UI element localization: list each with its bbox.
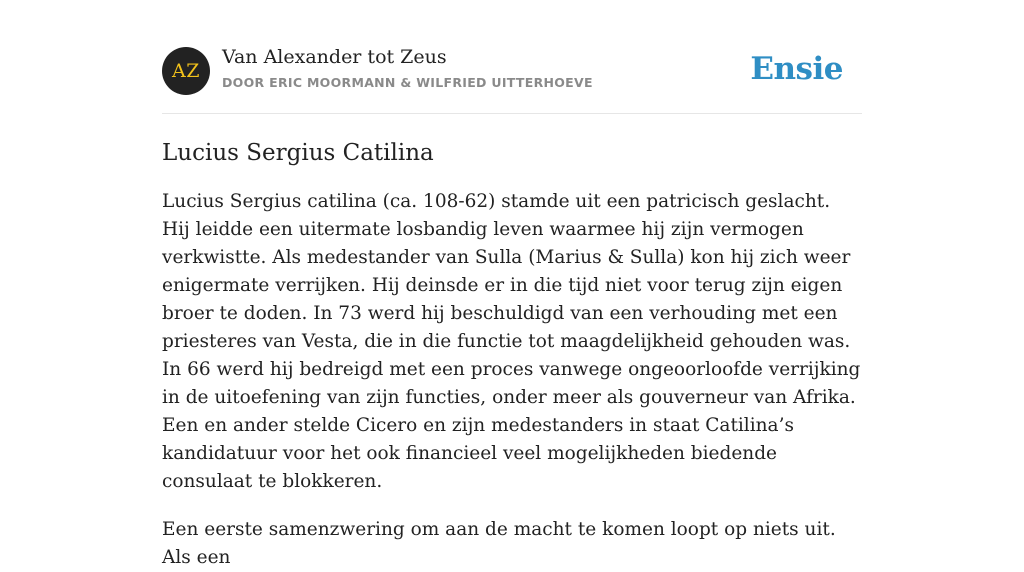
content-column (162, 0, 862, 572)
ensie-logo[interactable]: Ensie (750, 51, 843, 87)
book-header (162, 0, 862, 114)
article-paragraph: Een eerste samenzwering om aan de macht te komen loopt op niets uit. Als een (162, 519, 836, 568)
article-paragraph: Lucius Sergius catilina (ca. 108-62) stamde uit een patricisch geslacht. Hij leidde een uitermate losbandig leven waarmee hij zijn vermogen verkwistte. Als medestander van Sulla (Marius & Sulla) kon hij zich weer enigermate verrijken. Hij deinsde er in die tijd niet voor terug zijn eigen broer te doden. In 73 werd hij beschuldigd van een verhouding met een priesteres van Vesta, die in die functie tot maagdelijkheid gehouden was. In 66 werd hij bedreigd met een proces vanwege ongeoorloofde verrijking in de uitoefening van zijn functies, onder meer als gouverneur van Afrika. Een en ander stelde Cicero en zijn medestanders in staat Catilina’s kandidatuur voor het ook financieel veel mogelijkheden biedende consulaat te blokkeren. (162, 191, 861, 492)
article-title: Lucius Sergius Catilina (162, 140, 434, 166)
book-title[interactable]: Van Alexander tot Zeus (222, 46, 447, 68)
author-avatar[interactable]: AZ (162, 47, 210, 95)
author-byline: DOOR ERIC MOORMANN & WILFRIED UITTERHOEVE (222, 75, 593, 90)
